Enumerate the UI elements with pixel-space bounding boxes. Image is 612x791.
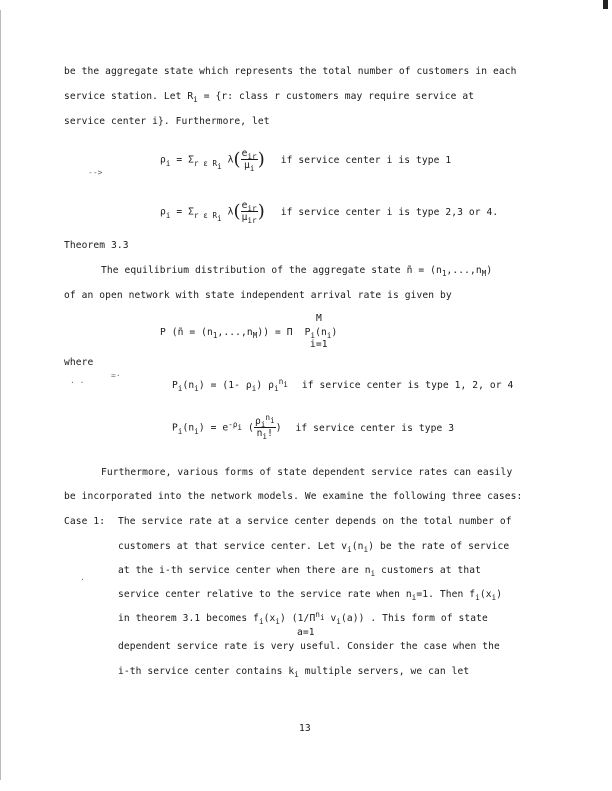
where-label: where (64, 357, 94, 368)
subscript: 1 (441, 269, 447, 278)
text-span: ! (267, 428, 274, 439)
numerator (254, 413, 276, 429)
text-span: ,...,n (446, 265, 482, 276)
subscript: i (260, 420, 266, 429)
text-line (118, 565, 481, 576)
text-span: ) (331, 327, 338, 338)
fraction (241, 148, 258, 171)
text-line (118, 666, 469, 677)
subscript: i (411, 593, 417, 602)
text-span: μ (241, 212, 248, 223)
denominator (254, 428, 276, 439)
subscript: i (177, 426, 183, 436)
text-line: The service rate at a service center depends on the total number of (118, 516, 512, 527)
text-span: in theorem 3.1 becomes f (118, 613, 260, 624)
text-line (64, 91, 474, 102)
paren-open: ( (233, 201, 241, 222)
text-line: be incorporated into the network models. We examine the following three cases: (64, 491, 523, 502)
paren-open: ( (248, 422, 254, 434)
scan-mark-top-right (603, 0, 608, 9)
text-span: (n (351, 541, 364, 552)
text-span: at the i-th service center when there are n (118, 565, 371, 576)
subscript: i (294, 670, 299, 679)
subscript: i (217, 161, 222, 171)
subscript: i (251, 384, 257, 393)
text-line: of an open network with state independent arrival rate is given by (64, 290, 452, 301)
numerator (241, 200, 258, 212)
subscript: i (347, 545, 352, 554)
subscript: i (275, 617, 281, 626)
equation-rho-type1 (160, 148, 451, 171)
scan-speck: --> (88, 168, 103, 177)
text-span: v (324, 613, 337, 624)
numerator (241, 148, 258, 160)
text-span: The equilibrium distribution of the aggregate state (101, 265, 407, 276)
text-span: multiple servers, we can let (298, 666, 470, 677)
scan-speck: =· (111, 371, 121, 380)
subscript: i (165, 210, 171, 220)
condition-text: if service center i is type 2,3 or 4. (280, 206, 499, 218)
text-span: P (ñ = (n (160, 327, 213, 338)
subscript: i (363, 545, 369, 554)
superscript (265, 413, 275, 425)
subscript: i (217, 213, 222, 223)
equals: = (170, 206, 189, 218)
subscript: i (274, 384, 279, 393)
subscript: i (165, 158, 171, 168)
text-span: P (304, 327, 311, 338)
subscript: i (491, 593, 497, 602)
sigma-symbol: Σ (188, 206, 195, 218)
subscript: i (237, 422, 243, 432)
text-line (118, 610, 488, 626)
subscript: ir (247, 204, 257, 213)
condition-text: if service center i is type 1 (280, 154, 452, 166)
text-span: = (n (412, 265, 442, 276)
text-span: -ρ (228, 419, 238, 429)
text-span: r ε R (194, 210, 218, 220)
subscript: i (194, 426, 199, 436)
text-line (118, 541, 509, 552)
subscript: i (336, 617, 341, 626)
equals: = (170, 154, 189, 166)
product-symbol: Π (309, 613, 316, 624)
text-span: ) = e (198, 422, 229, 434)
paren-close: ) (257, 201, 265, 222)
case-label: Case 1: (64, 516, 106, 527)
text-line: Furthermore, various forms of state dependent service rates can easily (101, 467, 513, 478)
text-span: service station. Let R (64, 91, 194, 102)
subscript: i (475, 593, 480, 602)
rho-symbol: ρ (160, 154, 166, 166)
text-span: n (256, 428, 263, 439)
fraction (254, 413, 276, 441)
superscript (315, 610, 325, 622)
text-line: be the aggregate state which represents the total number of customers in each (64, 66, 517, 77)
paren-close: ) (257, 149, 265, 170)
subscript: i (177, 384, 183, 393)
subscript: i (310, 331, 316, 340)
text-span: service center relative to the service rate when n (118, 589, 412, 600)
text-span: i-th service center contains k (118, 666, 295, 677)
text-span: n (278, 377, 284, 386)
subscript: i (270, 416, 275, 425)
scan-speck: · · (70, 378, 85, 387)
text-span: ,...,n (217, 327, 253, 338)
denominator (241, 160, 258, 171)
paren-close: ) (275, 422, 282, 434)
text-span: P (172, 380, 178, 391)
text-span: customers at that service center. Let v (118, 541, 348, 552)
text-span: ) = (1- ρ (198, 380, 252, 391)
subscript: i (249, 164, 255, 173)
page-number: 13 (299, 723, 311, 734)
text-span: ) be the rate of service (368, 541, 510, 552)
product-upper-limit: M (316, 313, 322, 324)
text-span: ) ρ (256, 380, 275, 391)
subscript: i (194, 384, 199, 393)
paren-open: ( (233, 149, 241, 170)
text-span: customers at that (375, 565, 482, 576)
text-line: service center i}. Furthermore, let (64, 116, 270, 127)
subscript: 1 (212, 331, 218, 340)
text-line: dependent service rate is very useful. Consider the case when the (118, 641, 500, 652)
condition-text: if service center is type 1, 2, or 4 (301, 380, 514, 391)
sum-index (194, 210, 222, 223)
subscript: ir (247, 152, 257, 161)
equation-poisson (172, 413, 455, 441)
sum-index (194, 158, 222, 171)
lambda-symbol: λ (227, 206, 234, 218)
theorem-heading: Theorem 3.3 (64, 240, 129, 251)
denominator (241, 212, 258, 223)
text-span: n (315, 610, 320, 619)
subscript: i (370, 569, 376, 578)
text-span: ) (496, 589, 503, 600)
product-lower-limit: i=1 (310, 339, 328, 350)
subscript: i (262, 432, 268, 441)
text-span: = {r: class r customers may require service at (197, 91, 475, 102)
text-line (118, 589, 502, 600)
subscript: i (259, 617, 264, 626)
text-span: μ (243, 160, 250, 171)
scan-speck: · (80, 575, 85, 584)
product-lower-limit: a=1 (297, 627, 315, 638)
equation-product-form (160, 327, 337, 338)
subscript: M (252, 331, 258, 340)
equation-rho-type234 (160, 200, 498, 223)
text-span: n (265, 413, 271, 422)
fraction (241, 200, 258, 223)
subscript: i (326, 331, 332, 340)
text-span: (n (182, 380, 195, 391)
scan-mark-left-edge (0, 10, 1, 780)
lambda-symbol: λ (227, 154, 234, 166)
text-span: =1. Then f (416, 589, 476, 600)
superscript (278, 377, 288, 389)
text-span: e (241, 200, 248, 211)
text-span: ρ (254, 416, 261, 427)
text-line (101, 265, 492, 276)
sigma-symbol: Σ (188, 154, 195, 166)
condition-text: if service center is type 3 (295, 422, 455, 434)
subscript: i (193, 95, 198, 104)
text-span: (n (182, 422, 195, 434)
n-vector-symbol: ñ (406, 265, 413, 276)
subscript: M (481, 269, 487, 278)
subscript: ir (247, 216, 257, 225)
text-span: r ε R (194, 158, 218, 168)
text-span: ) (486, 265, 493, 276)
text-span: (a)) . This form of state (340, 613, 488, 624)
subscript: i (283, 380, 288, 389)
text-span: )) = (257, 327, 287, 338)
subscript: i (319, 613, 325, 622)
exponent (228, 419, 243, 432)
text-span: (x (479, 589, 492, 600)
text-span: (n (315, 327, 327, 338)
equation-geometric (172, 377, 514, 393)
text-span: (x (263, 613, 276, 624)
rho-symbol: ρ (160, 206, 166, 218)
text-span: e (241, 148, 248, 159)
text-span: ) (1/ (280, 613, 310, 624)
product-symbol: Π (286, 327, 293, 338)
text-span: P (172, 422, 178, 434)
